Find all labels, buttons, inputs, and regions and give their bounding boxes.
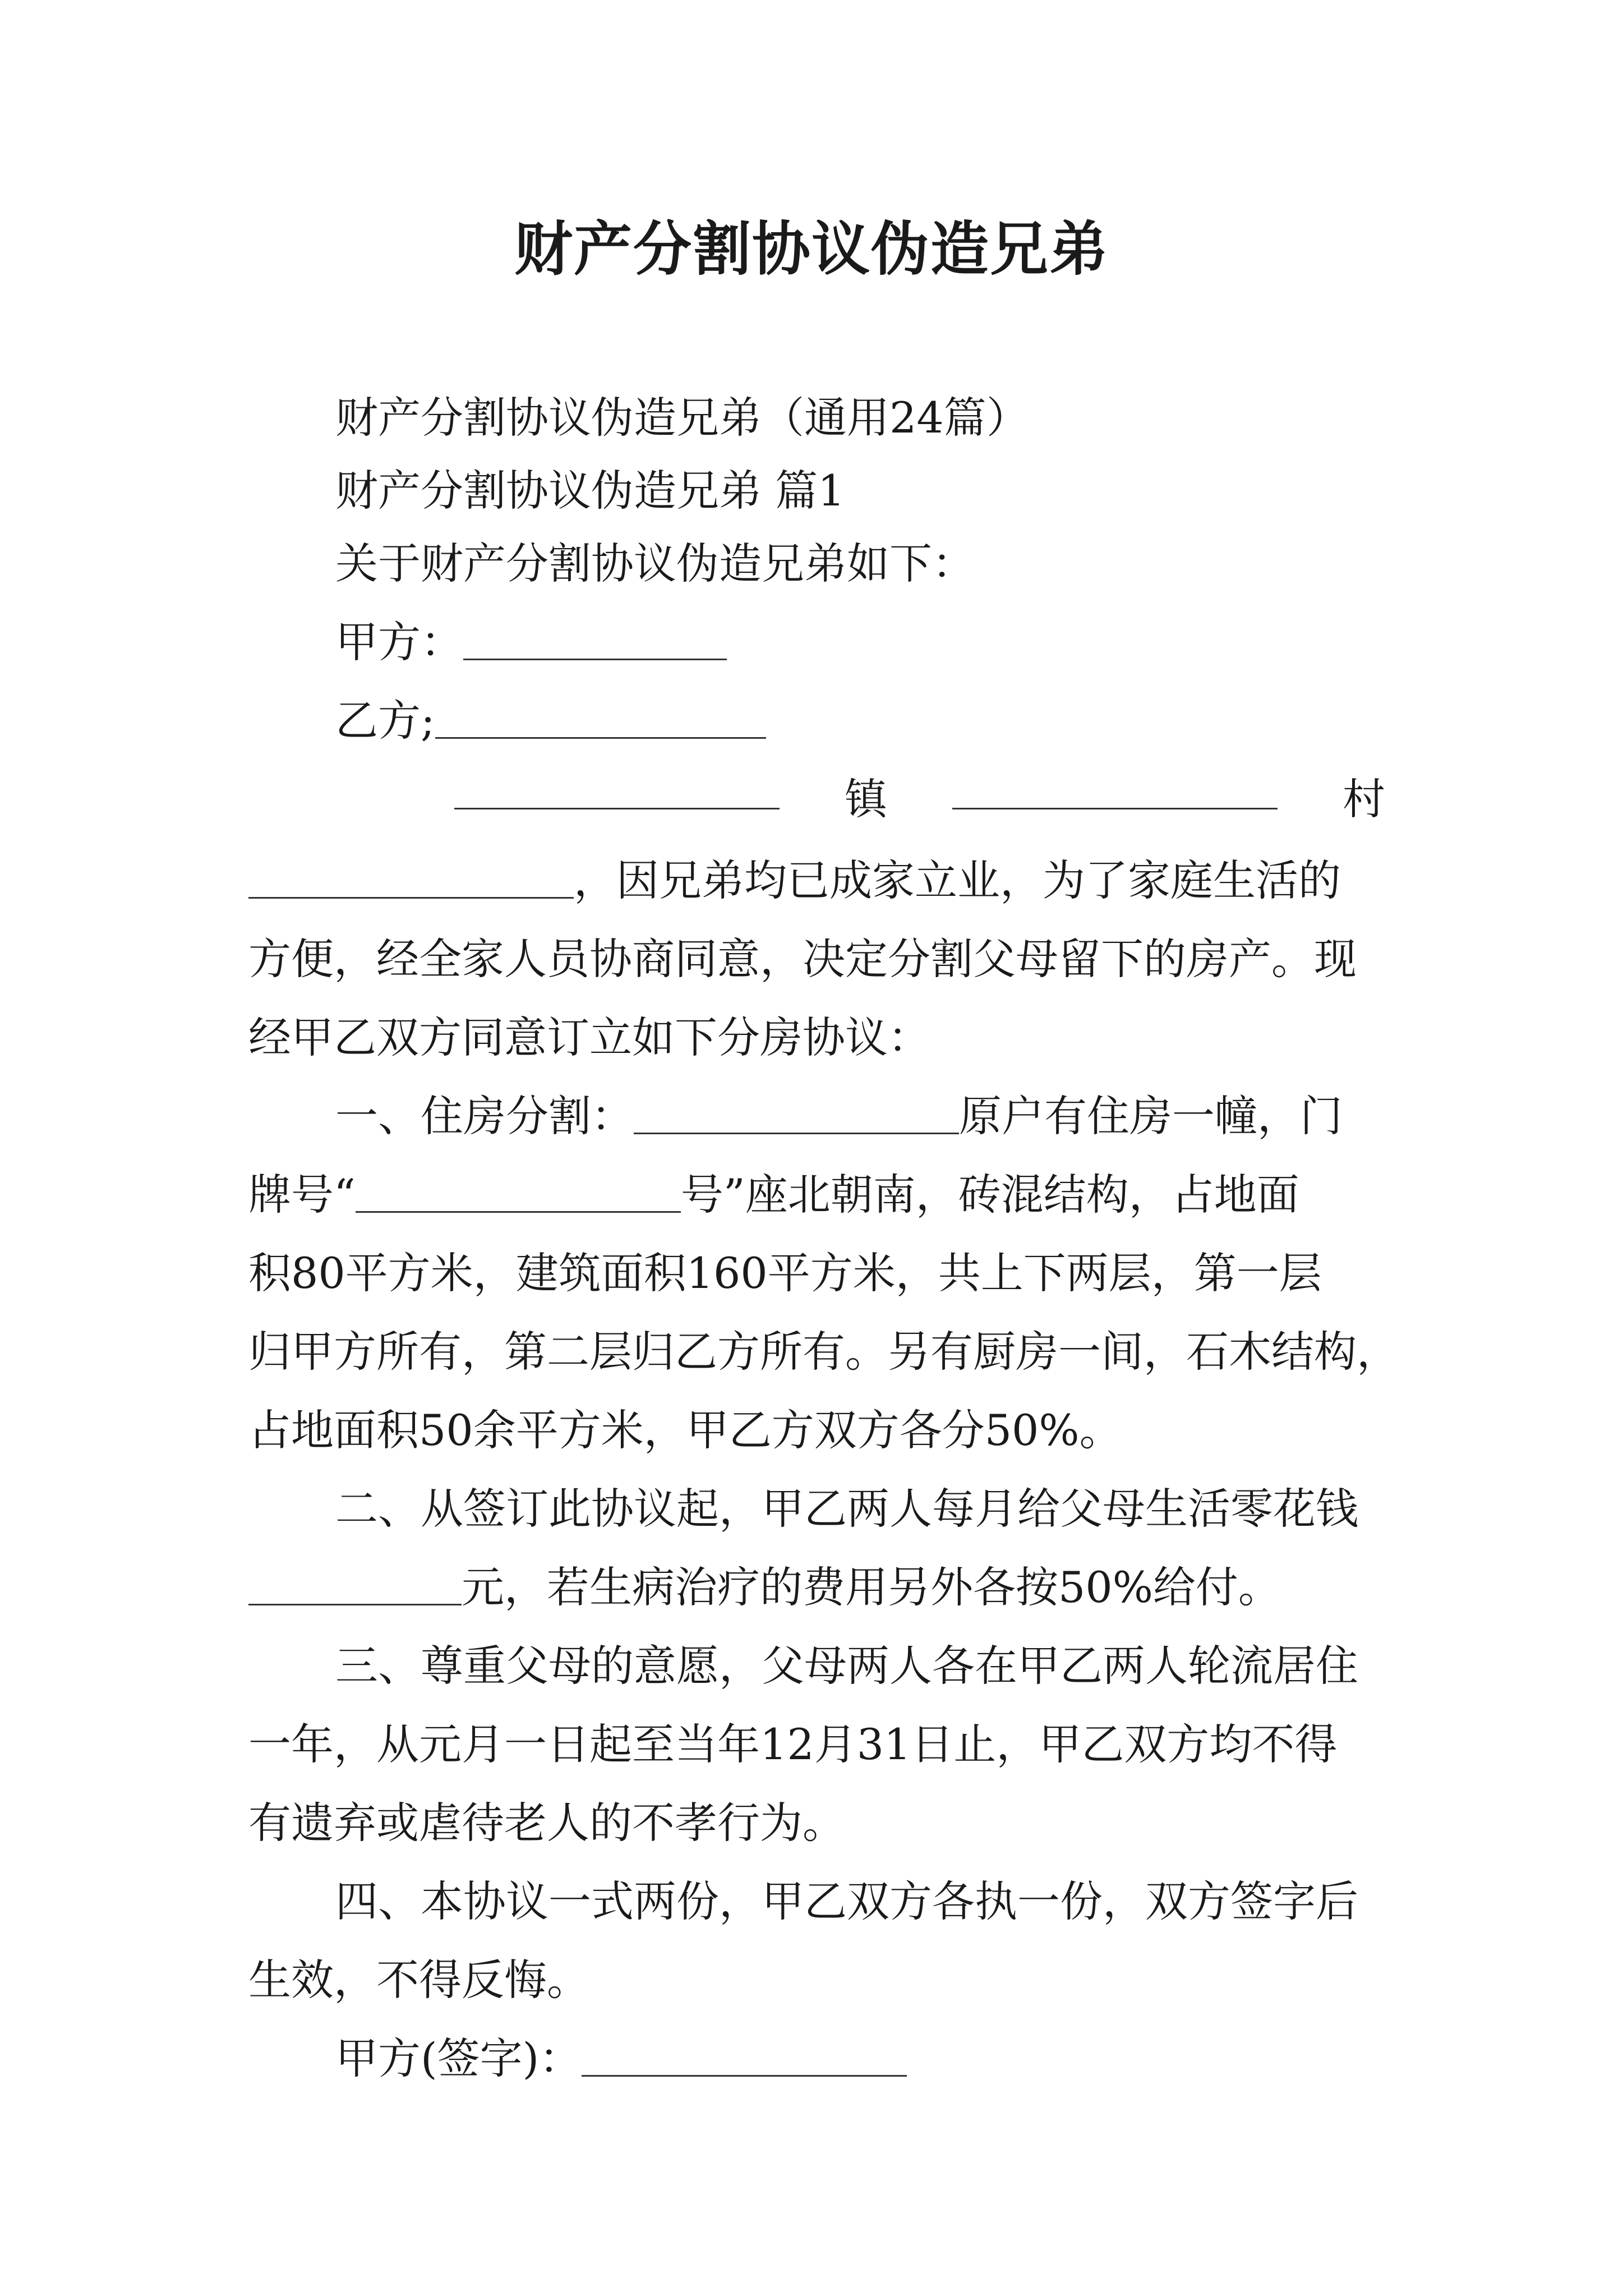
sign-a-row: [335, 2028, 907, 2090]
clause1-line5: 占地面积50余平方米，甲乙方双方各分50%。: [248, 1405, 1122, 1455]
party-a-blank: [463, 619, 727, 660]
sign-a-label: 甲方(签字)：: [335, 2033, 582, 2083]
clause1-line2: 牌号“ 号”座北朝南，砖混结构，占地面: [248, 1170, 1299, 1220]
owner-blank: [634, 1093, 959, 1134]
house-number-blank: [356, 1172, 681, 1213]
clause3-line3: 有遗弃或虐待老人的不孝行为。: [248, 1798, 845, 1848]
clause3-line2: 一年，从元月一日起至当年12月31日止，甲乙双方均不得: [248, 1719, 1338, 1769]
clause2-line2: 元，若生病治疗的费用另外各按50%给付。: [248, 1557, 1281, 1618]
para1-line2: 方便，经全家人员协商同意，决定分割父母留下的房产。现: [248, 934, 1357, 984]
town-blank: [454, 769, 780, 809]
chapter-heading: 财产分割协议伪造兄弟 篇1: [335, 466, 845, 516]
allowance-blank: [248, 1565, 462, 1605]
para1-line3: 经甲乙双方同意订立如下分房协议：: [248, 1013, 930, 1062]
clause4-line1: 四、本协议一式两份，甲乙双方各执一份，双方签字后: [335, 1876, 1358, 1926]
village-name-blank: [248, 858, 574, 899]
clause3-line1: 三、尊重父母的意愿，父母两人各在甲乙两人轮流居住: [335, 1641, 1358, 1691]
clause4-line2: 生效，不得反悔。: [248, 1955, 589, 2005]
party-b-label: 乙方;: [335, 696, 435, 746]
intro-text: 关于财产分割协议伪造兄弟如下：: [335, 539, 975, 588]
party-b-row: [335, 690, 766, 752]
clause2-line1: 二、从签订此协议起，甲乙两人每月给父母生活零花钱: [335, 1484, 1358, 1534]
subtitle: 财产分割协议伪造兄弟（通用24篇）: [335, 393, 1029, 443]
party-a-row: [335, 611, 727, 673]
clause1-line3: 积80平方米，建筑面积160平方米，共上下两层，第一层: [248, 1248, 1322, 1298]
town-village-row: [454, 769, 1385, 830]
page-title: 财产分割协议伪造兄弟: [514, 215, 1109, 283]
clause1-line4: 归甲方所有，第二层归乙方所有。另有厨房一间，石木结构，: [248, 1327, 1399, 1377]
party-b-blank: [435, 698, 766, 739]
sign-a-blank: [582, 2036, 907, 2077]
village-char: 村: [1343, 774, 1385, 824]
town-char: 镇: [845, 774, 887, 824]
party-a-label: 甲方：: [335, 617, 463, 667]
village-blank: [952, 769, 1278, 809]
para1-line1: ，因兄弟均已成家立业，为了家庭生活的: [248, 850, 1341, 912]
clause1-line1: 一、住房分割： 原户有住房一幢，门: [335, 1091, 1343, 1141]
